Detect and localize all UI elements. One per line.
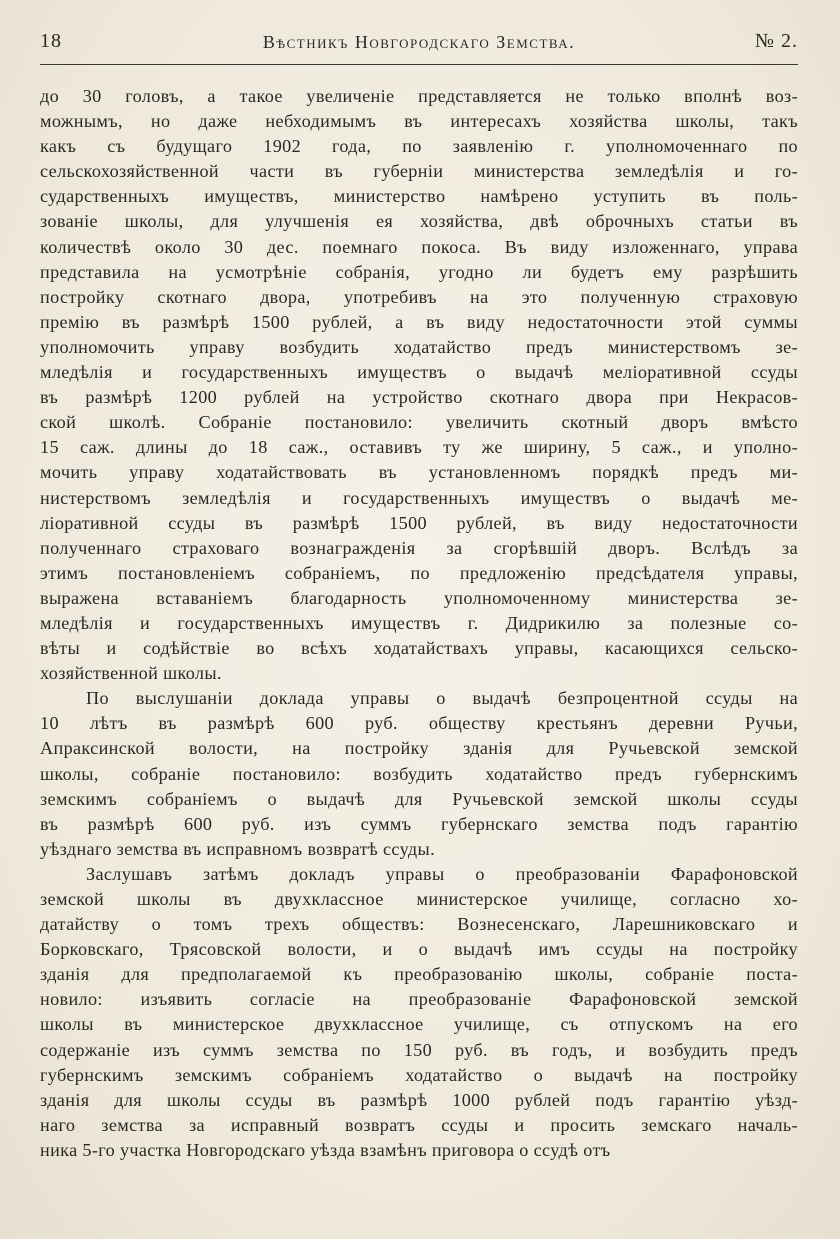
text-line: мледѣлія и государственныхъ имуществъ г. Дидрикилю за полезные со- xyxy=(40,612,798,633)
text-line: земской школы въ двухклассное министерское училище, согласно хо- xyxy=(40,889,798,909)
paragraph xyxy=(40,862,798,1163)
text-line: сударственныхъ имуществъ, министерство намѣрено уступить въ поль- xyxy=(40,186,798,207)
text-line: можнымъ, но даже небходимымъ въ интересахъ хозяйства школы, такъ xyxy=(40,111,798,132)
header-rule xyxy=(40,64,798,65)
text-line: содержаніе изъ суммъ земства по 150 руб. въ годъ, и возбудить предъ xyxy=(40,1039,798,1060)
paragraph xyxy=(40,84,798,686)
text-line: По выслушаніи доклада управы о выдачѣ безпроцентной ссуды на xyxy=(86,688,798,709)
text-line: новило: изъявить согласіе на преобразованіе Фарафоновской земской xyxy=(40,989,798,1010)
text-line: школы въ министерское двухклассное училище, съ отпускомъ на его xyxy=(40,1014,798,1035)
text-line: ской школѣ. Собраніе постановило: увеличить скотный дворъ вмѣсто xyxy=(40,412,798,433)
text-line: премію въ размѣрѣ 1500 рублей, а въ виду недостаточности этой суммы xyxy=(40,311,798,332)
body-text xyxy=(40,84,798,1163)
text-line: наго земства за исправный возвратъ ссуды и просить земскаго началь- xyxy=(40,1114,798,1135)
text-line: количествѣ около 30 дес. поемнаго покоса. Въ виду изложеннаго, управа xyxy=(40,236,798,257)
text-line: 10 лѣтъ въ размѣрѣ 600 руб. обществу крестьянъ деревни Ручьи, xyxy=(40,713,798,734)
text-line: вѣты и содѣйствіе во всѣхъ ходатайствахъ управы, касающихся сельско- xyxy=(40,638,798,659)
page-number: 18 xyxy=(40,30,62,52)
text-line: въ размѣрѣ 1200 рублей на устройство скотнаго двора при Некрасов- xyxy=(40,387,798,408)
text-line: Апраксинской волости, на постройку зданія для Ручьевской земской xyxy=(40,738,798,759)
running-title: Вѣстникъ Новгородскаго Земства. xyxy=(262,32,576,52)
text-line: школы, собраніе постановило: возбудить ходатайство предъ губернскимъ xyxy=(40,763,798,784)
issue-number: № 2. xyxy=(754,30,798,52)
text-line: губернскимъ земскимъ собраніемъ ходатайство о выдачѣ на постройку xyxy=(40,1064,798,1085)
text-line: зованіе школы, для улучшенія ея хозяйства, двѣ оброчныхъ статьи въ xyxy=(40,211,798,232)
text-line: сельскохозяйственной части въ губерніи министерства земледѣлія и го- xyxy=(40,161,798,182)
text-line: мочить управу ходатайствовать въ установленномъ порядкѣ предъ ми- xyxy=(40,462,798,483)
text-line: до 30 головъ, а такое увеличеніе представляется не только вполнѣ воз- xyxy=(40,86,798,106)
text-line: ника 5-го участка Новгородскаго уѣзда взамѣнъ приговора о ссудѣ отъ xyxy=(40,1139,611,1160)
text-line: хозяйственной школы. xyxy=(40,663,222,684)
text-line: Борковскаго, Трясовской волости, и о выдачѣ имъ ссуды на постройку xyxy=(40,939,798,960)
text-line: въ размѣрѣ 600 руб. изъ суммъ губернскаго земства подъ гарантію xyxy=(40,813,798,834)
text-line: представила на усмотрѣніе собранія, угодно ли будетъ ему разрѣшить xyxy=(40,261,798,282)
text-line: ліоративной ссуды въ размѣрѣ 1500 рублей, въ виду недостаточности xyxy=(40,512,798,533)
text-line: какъ съ будущаго 1902 года, по заявленію г. уполномоченнаго по xyxy=(40,136,798,157)
text-line: полученнаго страховаго вознагражденія за сгорѣвшій дворъ. Вслѣдъ за xyxy=(40,537,798,558)
text-line: земскимъ собраніемъ о выдачѣ для Ручьевской земской школы ссуды xyxy=(40,788,798,809)
text-line: этимъ постановленіемъ собраніемъ, по предложенію предсѣдателя управы, xyxy=(40,562,798,583)
text-line: постройку скотнаго двора, употребивъ на это полученную страховую xyxy=(40,286,798,307)
text-line: выражена вставаніемъ благодарность уполномоченному министерства зе- xyxy=(40,587,798,608)
text-line: Заслушавъ затѣмъ докладъ управы о преобразованіи Фарафоновской xyxy=(86,863,798,884)
paragraph xyxy=(40,686,798,862)
page-header xyxy=(40,30,798,60)
text-line: зданія для школы ссуды въ размѣрѣ 1000 рублей подъ гарантію уѣзд- xyxy=(40,1089,798,1110)
text-line: мледѣлія и государственныхъ имуществъ о выдачѣ меліоративной ссуды xyxy=(40,362,798,383)
text-line: зданія для предполагаемой къ преобразованію школы, собраніе поста- xyxy=(40,964,798,985)
text-line: датайству о томъ трехъ обществъ: Вознесенскаго, Ларешниковскаго и xyxy=(40,914,798,935)
text-line: 15 саж. длины до 18 саж., оставивъ ту же ширину, 5 саж., и уполно- xyxy=(40,437,798,458)
text-line: уѣзднаго земства въ исправномъ возвратѣ ссуды. xyxy=(40,838,435,859)
text-line: уполномочить управу возбудить ходатайство предъ министерствомъ зе- xyxy=(40,336,798,357)
text-line: нистерствомъ земледѣлія и государственныхъ имуществъ о выдачѣ ме- xyxy=(40,487,798,508)
